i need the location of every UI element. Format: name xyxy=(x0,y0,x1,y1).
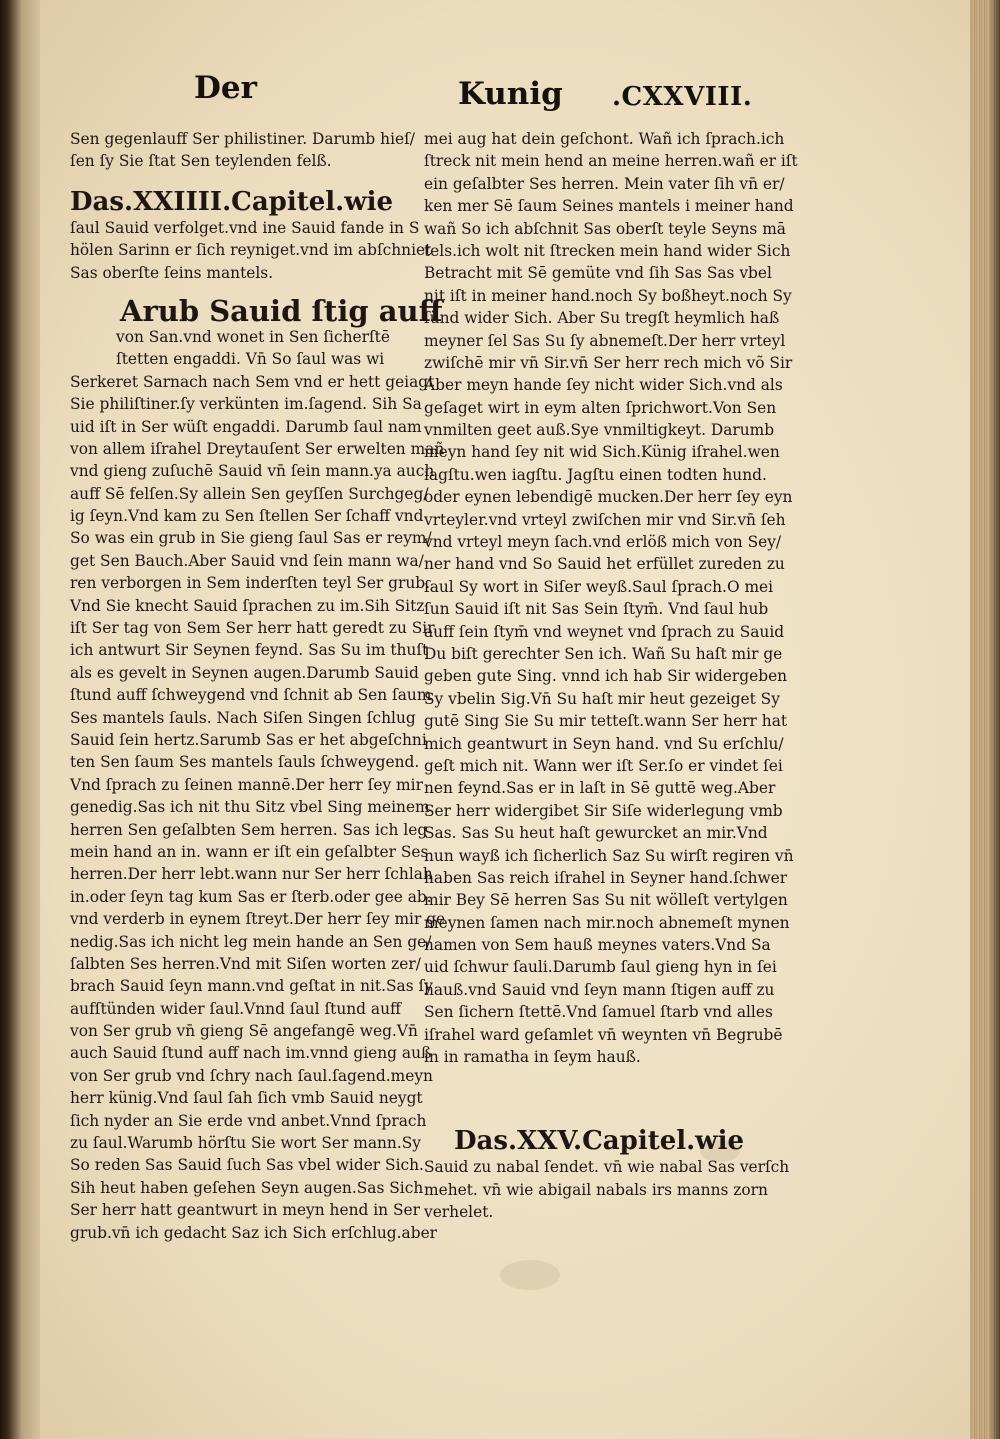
text-line: vnd verderb in eynem ſtreyt.Der herr ſey mir ge xyxy=(70,910,446,929)
text-line: So was ein grub in Sie gieng ſaul Sas er reym/ xyxy=(70,529,432,548)
text-line: Ses mantels ſauls. Nach Siſen Singen ſchlug xyxy=(70,708,416,727)
text-line: ein geſalbter Ses herren. Mein vater ſih vn̄ er/ xyxy=(424,174,785,193)
text-line: zwiſchē mir vn̄ Sir.vn̄ Ser herr rech mich võ Sir xyxy=(424,353,793,372)
text-line: Ser herr hatt geantwurt in meyn hend in Ser xyxy=(70,1201,420,1220)
text-line: hauß.vnd Sauid vnd ſeyn mann ſtigen auff zu xyxy=(424,980,775,999)
text-line: ſich nyder an Sie erde vnd anbet.Vnnd ſprach xyxy=(70,1111,427,1130)
text-line: herren.Der herr lebt.wann nur Ser herr ſchlah xyxy=(70,865,433,884)
text-line: von Ser grub vn̄ gieng Sē angefangē weg.Vn̄ xyxy=(70,1022,418,1041)
text-line: Du biſt gerechter Sen ich. Wañ Su haſt mir ge xyxy=(424,644,783,663)
text-line: auch Sauid ſtund auff nach im.vnnd gieng auß xyxy=(70,1044,432,1063)
text-line: Sie philiſtiner.ſy verkünten im.ſagend. Sih Sa xyxy=(70,395,422,414)
text-line: herr künig.Vnd ſaul ſah ſich vmb Sauid neygt xyxy=(70,1089,423,1108)
text-line: von allem iſrahel Dreytauſent Ser erwelten mañ xyxy=(70,439,445,458)
text-line: in in ramatha in ſeym hauß. xyxy=(424,1048,641,1067)
chapter-heading-25: Das.XXV.Capitel.wie xyxy=(454,1126,744,1157)
text-line: ſaul Sauid verfolget.vnd ine Sauid fande in S xyxy=(70,218,420,237)
text-line: hölen Sarinn er ſich reyniget.vnd im abſchniet xyxy=(70,241,432,260)
text-line: oder eynen lebendigē mucken.Der herr ſey eyn xyxy=(424,488,793,507)
text-line: ſun Sauid iſt nit Sas Sein ſtym̄. Vnd ſaul hub xyxy=(424,600,769,619)
text-line: mir Bey Sē herren Sas Su nit wölleſt vertylgen xyxy=(424,891,788,910)
chapter-heading-24: Das.XXIIII.Capitel.wie xyxy=(70,186,394,217)
page-block-edge xyxy=(970,0,1000,1439)
text-line: aufſtünden wider ſaul.Vnnd ſaul ſtund auff xyxy=(70,999,401,1018)
text-line: ten Sen ſaum Ses mantels ſauls ſchweygend. xyxy=(70,753,420,772)
text-line: ſalbten Ses herren.Vnd mit Siſen worten zer/ xyxy=(70,954,421,973)
text-line: wañ So ich abſchnit Sas oberſt teyle Seyns mā xyxy=(424,219,786,238)
text-line: iſrahel ward geſamlet vn̄ weynten vn̄ Begrubē xyxy=(424,1025,783,1044)
text-line: brach Sauid ſeyn mann.vnd geſtat in nit.Sas ſy xyxy=(70,977,433,996)
text-line: tels.ich wolt nit ſtrecken mein hand wider Sich xyxy=(424,241,791,260)
text-line: Betracht mit Sē gemüte vnd ſih Sas Sas vbel xyxy=(424,264,772,283)
text-line: Sen gegenlauff Ser philistiner. Darumb hieſ/ xyxy=(70,130,415,148)
text-line: geſaget wirt in eym alten ſprichwort.Von Sen xyxy=(424,398,777,417)
text-line: nun wayß ich ſicherlich Saz Su wirſt regiren vn̄ xyxy=(424,846,794,865)
folio-number: .CXXVIII. xyxy=(612,82,753,112)
text-line: mei aug hat dein geſchont. Wañ ich ſprach.ich xyxy=(424,130,785,148)
text-line: mein hand an in. wann er iſt ein geſalbter Ses xyxy=(70,842,429,861)
text-line: verhelet. xyxy=(424,1203,494,1222)
text-line: Sauid zu nabal ſendet. vn̄ wie nabal Sas verſch xyxy=(424,1158,790,1177)
text-line: get Sen Bauch.Aber Sauid vnd ſein mann wa/ xyxy=(70,551,424,570)
text-line: ſünd wider Sich. Aber Su tregſt heymlich haß xyxy=(424,309,780,328)
paper-stain xyxy=(500,1260,560,1290)
text-line: grub.vn̄ ich gedacht Saz ich Sich erſchlug.aber xyxy=(70,1223,438,1242)
facing-page-edge xyxy=(0,0,40,1439)
text-line: Serkeret Sarnach nach Sem vnd er hett geiagt xyxy=(70,372,435,391)
text-line: vnmilten geet auß.Sye vnmiltigkeyt. Darumb xyxy=(424,421,775,440)
text-line: ner hand vnd So Sauid het erfüllet zureden zu xyxy=(424,555,785,574)
text-line: haben Sas reich iſrahel in Seyner hand.ſchwer xyxy=(424,868,788,887)
opening-lines xyxy=(70,128,415,173)
text-line: von San.vnd wonet in Sen ſicherſtē xyxy=(116,327,390,346)
text-line: nedig.Sas ich nicht leg mein hande an Sen ge/ xyxy=(70,932,432,951)
left-column-body xyxy=(70,326,446,1244)
text-line: ren verborgen in Sem inderſten teyl Ser grub. xyxy=(70,574,431,593)
running-head-center: Kunig xyxy=(458,76,563,112)
text-line: genedig.Sas ich nit thu Sitz vbel Sing meinem xyxy=(70,798,430,817)
text-line: Sas oberſte ſeins mantels. xyxy=(70,263,274,282)
text-line: ſen ſy Sie ſtat Sen teylenden felß. xyxy=(70,152,332,171)
text-line: auff Sē felſen.Sy allein Sen geyſſen Surchgeg/ xyxy=(70,484,429,503)
text-line: meyner ſel Sas Su ſy abnemeſt.Der herr vrteyl xyxy=(424,331,786,350)
text-line: uid ſchwur ſauli.Darumb ſaul gieng hyn in ſei xyxy=(424,958,777,977)
text-line: Sih heut haben geſehen Seyn augen.Sas Sich xyxy=(70,1178,424,1197)
text-line: ken mer Sē ſaum Seines mantels i meiner hand xyxy=(424,197,794,216)
text-line: Sen ſichern ſtettē.Vnd ſamuel ſtarb vnd alles xyxy=(424,1003,773,1022)
text-line: uid iſt in Ser wüſt engaddi. Darumb ſaul nam xyxy=(70,417,422,436)
chapter-summary-24 xyxy=(70,217,432,284)
text-line: ſaul Sy wort in Siſer weyß.Saul ſprach.O mei xyxy=(424,577,774,596)
text-line: geben gute Sing. vnnd ich hab Sir widergeben xyxy=(424,667,788,686)
text-line: geſt mich nit. Wann wer iſt Ser.ſo er vindet ſei xyxy=(424,756,783,775)
text-line: Aber meyn hande ſey nicht wider Sich.vnd als xyxy=(424,376,783,395)
left-column xyxy=(70,128,446,1244)
text-line: herren Sen geſalbten Sem herren. Sas ich leg xyxy=(70,820,428,839)
text-line: auff ſein ſtym̄ vnd weynet vnd ſprach zu Sauid xyxy=(424,622,785,641)
text-line: Sy vbelin Sig.Vn̄ Su haſt mir heut gezeiget Sy xyxy=(424,689,780,708)
text-line: ſtund auff ſchweygend vnd ſchnit ab Sen ſaum xyxy=(70,686,432,705)
text-line: namen von Sem hauß meynes vaters.Vnd Sa xyxy=(424,936,771,955)
text-line: zu ſaul.Warumb hörſtu Sie wort Ser mann.Sy xyxy=(70,1134,421,1153)
running-head-left: Der xyxy=(194,70,257,106)
text-line: vnd gieng zuſuchē Sauid vn̄ ſein mann.ya auch xyxy=(70,462,435,481)
right-column xyxy=(424,128,798,1224)
text-line: Vnd ſprach zu ſeinen mannē.Der herr ſey mir xyxy=(70,775,423,794)
text-line: mich geantwurt in Seyn hand. vnd Su erſchlu/ xyxy=(424,734,784,753)
text-line: nen feynd.Sas er in laſt in Sē guttē weg.Aber xyxy=(424,779,776,798)
chapter-incipit: Arub Sauid ſtig auff xyxy=(120,293,443,328)
text-line: nit iſt in meiner hand.noch Sy boßheyt.noch Sy xyxy=(424,286,792,305)
text-line: iagſtu.wen iagſtu. Jagſtu einen todten hund. xyxy=(424,465,767,484)
text-line: meynen ſamen nach mir.noch abnemeſt mynen xyxy=(424,913,790,932)
text-line: mehet. vn̄ wie abigail nabals irs manns zorn xyxy=(424,1180,768,1199)
text-line: ich antwurt Sir Seynen feynd. Sas Su im thuſt xyxy=(70,641,429,660)
text-line: Sas. Sas Su heut haſt gewurcket an mir.Vnd xyxy=(424,824,768,843)
text-line: Sauid ſein hertz.Sarumb Sas er het abgeſchni xyxy=(70,730,427,749)
text-line: ſtetten engaddi. Vn̄ So ſaul was wi xyxy=(116,350,385,369)
text-line: Vnd Sie knecht Sauid ſprachen zu im.Sih Sitz xyxy=(70,596,425,615)
text-line: ig ſeyn.Vnd kam zu Sen ſtellen Ser ſchaff vnd xyxy=(70,507,424,526)
text-line: als es gevelt in Seynen augen.Darumb Sauid xyxy=(70,663,419,682)
text-line: in.oder ſeyn tag kum Sas er ſterb.oder gee ab. xyxy=(70,887,432,906)
text-line: vrteyler.vnd vrteyl zwiſchen mir vnd Sir.vn̄ ſeh xyxy=(424,510,786,529)
text-line: Ser herr widergibet Sir Siſe widerlegung vmb xyxy=(424,801,783,820)
text-line: von Ser grub vnd ſchry nach ſaul.ſagend.meyn xyxy=(70,1066,433,1085)
text-line: iſt Ser tag von Sem Ser herr hatt geredt zu Sir. xyxy=(70,619,438,638)
text-line: gutē Sing Sie Su mir tetteſt.wann Ser herr hat xyxy=(424,712,788,731)
right-column-body xyxy=(424,128,798,1068)
text-line: vnd vrteyl meyn ſach.vnd erlöß mich von Sey/ xyxy=(424,533,782,552)
text-line: meyn hand ſey nit wid Sich.Künig iſrahel.wen xyxy=(424,443,780,462)
chapter-summary-25 xyxy=(424,1156,790,1223)
text-line: So reden Sas Sauid ſuch Sas vbel wider Sich. xyxy=(70,1156,424,1175)
text-line: ſtreck nit mein hend an meine herren.wañ er iſt xyxy=(424,152,798,171)
